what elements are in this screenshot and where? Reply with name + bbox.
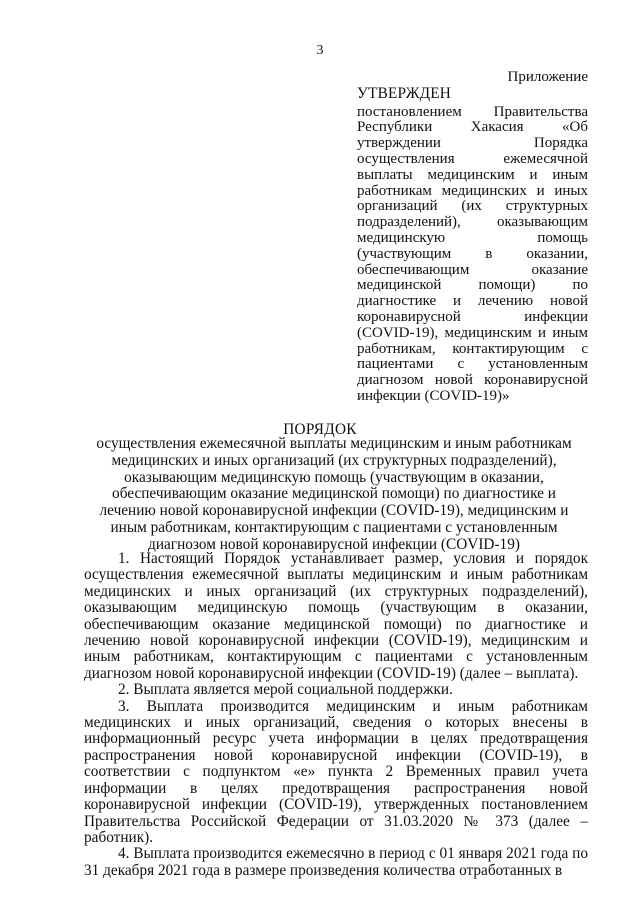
appendix-label: Приложение [507,69,588,85]
page-number: 3 [316,43,324,58]
paragraph-1: 1. Настоящий Порядок устанавливает размер, условия и порядок осуществления ежемесячной выплаты медицинским и иным работникам медицинских и иных организаций (их структурных подразделений), оказывающим медицинскую помощь (участвующим в оказании, обеспечивающим оказание медицинской помощи) по диагностике и лечению новой коронавирусной инфекции (COVID-19), медицинским и иным работникам, контактирующим с пациентами с установленным диагнозом новой коронавирусной инфекции (COVID-19) (далее – выплата). [84,550,588,682]
paragraph-4: 4. Выплата производится ежемесячно в период с 01 января 2021 года по 31 декабря 2021 года в размере произведения количества отработанных в [84,845,588,879]
approval-block [357,86,588,405]
approval-text: постановлением Правительства Республики Хакасия «Об утверждении Порядка осуществления ежемесячной выплаты медицинским и иным работникам медицинских и иных организаций (их структурных подразделений), оказывающим медицинскую помощь (участвующим в оказании, обеспечивающим оказание медицинской помощи) по диагностике и лечению новой коронавирусной инфекции (COVID-19), медицинским и иным работникам, контактирующим с пациентами с установленным диагнозом новой коронавирусной инфекции (COVID-19)» [357,103,588,404]
document-subtitle: осуществления ежемесячной выплаты медицинским и иным работникам медицинских и иных организаций (их структурных подразделений), оказывающим медицинскую помощь (участвующим в оказании, обеспечивающим оказание медицинской помощи) по диагностике и лечению новой коронавирусной инфекции (COVID-19), медицинским и иным работникам, контактирующим с пациентами с установленным диагнозом новой коронавирусной инфекции (COVID-19) [96,435,572,553]
document-title: ПОРЯДОК [283,421,357,438]
document-body [84,551,588,879]
paragraph-2: 2. Выплата является мерой социальной поддержки. [118,681,453,699]
paragraph-3: 3. Выплата производится медицинским и иным работникам медицинских и иных организаций, сведения о которых внесены в информационный ресурс учета информации в целях предотвращения распространения новой коронавирусной инфекции (COVID-19), в соответствии с подпунктом «е» пункта 2 Временных правил учета информации в целях предотвращения распространения новой коронавирусной инфекции (COVID-19), утвержденных постановлением Правительства Российской Федерации от 31.03.2020 № 373 (далее – работник). [84,697,588,846]
approval-title: УТВЕРЖДЕН [357,85,452,102]
